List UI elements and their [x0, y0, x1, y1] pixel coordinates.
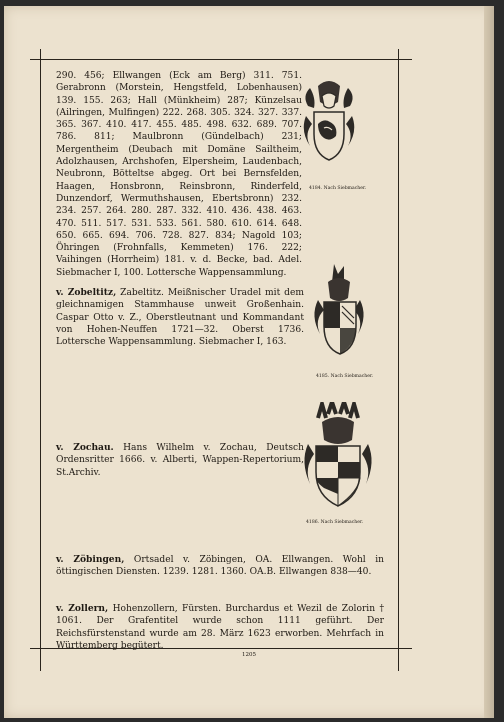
entry-zollern [56, 603, 384, 652]
page-edge [484, 6, 494, 718]
entry-name: v. Zöbingen, [56, 554, 125, 565]
book-page [4, 6, 494, 718]
entry-text: Zabeltitz. Meißnischer Uradel mit dem gleichnamigen Stammhause unweit Großenhain. Caspar Otto v. Z., Oberstleutnant und Kommandant von Hohen-Neuffen 1721—32. Oberst 1736. Lottersche Wappensammlung. Siebmacher I, 163. [56, 288, 304, 348]
entry-name: v. Zochau. [56, 442, 114, 453]
frame-rule-top [30, 59, 412, 60]
entry-text: Hohenzollern, Fürsten. Burchardus et Wezil de Zolorin † 1061. Der Grafentitel wurde schon 1111 geführt. Der Reichsfürstenstand wurde am 28. März 1623 erworben. Mehrfach in Württemberg begütert. [56, 604, 384, 651]
entry-text: Ortsadel v. Zöbingen, OA. Ellwangen. Wohl in öttingischen Diensten. 1239. 1281. 1360. OA.B. Ellwangen 838—40. [56, 555, 384, 578]
page-number: 1205 [242, 652, 256, 658]
caption-becke: 4184. Nach Siebmacher. [309, 186, 367, 191]
entry-text: 290. 456; Ellwangen (Eck am Berg) 311. 751. Gerabronn (Morstein, Hengstfeld, Lobenhausen) 139. 155. 263; Hall (Münkheim) 287; Künzelsau (Ailringen, Mulfingen) 222. 268. 305. 324. 327. 337. 365. 367. 410. 417. 455. 485. 498. 632. 689. 707. 786. 811; Maulbronn (Gündelbach) 231; Mergentheim (Deubach mit Domäne Sailtheim, Adolzhausen, Archshofen, Elpersheim, Laudenbach, Neubronn, Bötteltse abgeg. Ort bei Bernsfelden, Haagen, Honsbronn, Reinsbronn, Rinderfeld, Dunzendorf, Wermuthshausen, Ebertsbronn) 232. 234. 257. 264. 280. 287. 332. 410. 436. 438. 463. 470. 511. 517. 531. 533. 561. 580. 610. 614. 648. 650. 665. 694. 706. 728. 827. 834; Nagold 103; Öhringen (Frohnfalls, Kemmeten) 176. 222; Vaihingen (Horrheim) 181. v. d. Becke, bad. Adel. Siebmacher I, 100. Lottersche Wappensammlung. [56, 71, 302, 278]
frame-rule-left [40, 49, 41, 671]
coat-of-arms-zobeltitz-icon [308, 260, 370, 372]
frame-rule-right [398, 49, 399, 671]
entry-name: v. Zollern, [56, 603, 109, 614]
entry-becke-continuation [56, 70, 302, 279]
entry-zoebingen [56, 554, 384, 579]
caption-zobeltitz: 4185. Nach Siebmacher. [316, 374, 374, 379]
caption-zochau: 4186. Nach Siebmacher. [306, 520, 364, 525]
entry-name: v. Zobeltitz, [56, 287, 117, 298]
entry-zobeltitz [56, 287, 304, 348]
coat-of-arms-zochau-icon [300, 402, 376, 522]
entry-zochau [56, 442, 304, 479]
coat-of-arms-becke-icon [300, 76, 358, 180]
entry-text: Hans Wilhelm v. Zochau, Deutsch Ordensritter 1666. v. Alberti, Wappen-Repertorium, St.Archiv. [56, 443, 304, 478]
